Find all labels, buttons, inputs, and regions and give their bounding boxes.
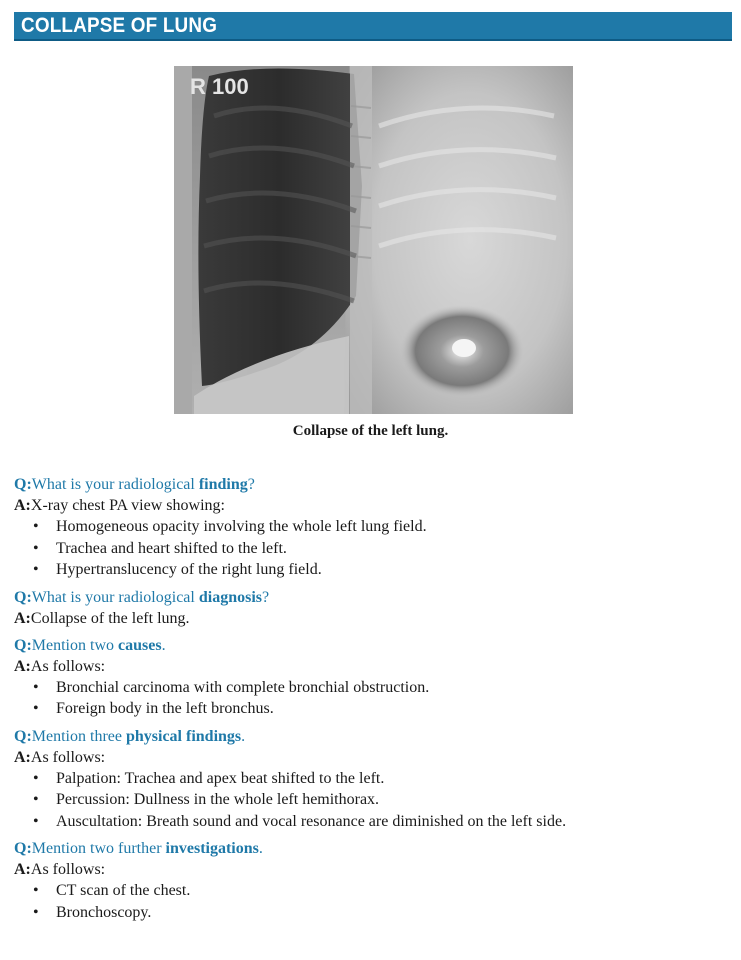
question: Q:Mention two causes. [14, 636, 166, 654]
qa-block [14, 838, 734, 923]
qa-block [14, 635, 734, 720]
answer-list [14, 516, 734, 581]
list-item: • CT scan of the chest. [33, 882, 191, 899]
qa-section [14, 474, 734, 929]
answer: A:Collapse of the left lung. [14, 609, 190, 627]
chest-xray-image [174, 66, 573, 414]
list-item: • Palpation: Trachea and apex beat shifted to the left. [33, 769, 385, 787]
question: Q:Mention three physical findings. [14, 727, 246, 745]
list-item: • Auscultation: Breath sound and vocal resonance are diminished on the left side. [33, 812, 567, 830]
answer-list [14, 677, 734, 720]
answer: A:As follows: [14, 748, 106, 766]
question: Q:What is your radiological diagnosis? [14, 588, 270, 606]
list-item: • Foreign body in the left bronchus. [33, 700, 274, 717]
qa-block [14, 587, 734, 629]
answer: A:As follows: [14, 861, 106, 878]
list-item: • Percussion: Dullness in the whole left hemithorax. [33, 791, 380, 808]
figure-caption: Collapse of the left lung. [292, 423, 449, 439]
xray-marker-text: R 100 [190, 74, 249, 99]
section-title: COLLAPSE OF LUNG [21, 14, 218, 37]
qa-block [14, 474, 734, 581]
qa-block [14, 726, 734, 833]
list-item: • Trachea and heart shifted to the left. [33, 539, 287, 557]
list-item: • Bronchial carcinoma with complete bronchial obstruction. [33, 678, 430, 696]
answer: A:X-ray chest PA view showing: [14, 497, 225, 514]
answer: A:As follows: [14, 657, 106, 675]
list-item: • Hypertranslucency of the right lung field. [33, 561, 322, 578]
question: Q:Mention two further investigations. [14, 840, 263, 857]
question: Q:What is your radiological finding? [14, 476, 255, 493]
answer-list [14, 880, 734, 923]
list-item: • Homogeneous opacity involving the whole left lung field. [33, 518, 427, 535]
section-banner [14, 12, 732, 41]
list-item: • Bronchoscopy. [33, 903, 152, 921]
xray-drawing [174, 66, 573, 414]
answer-list [14, 768, 734, 833]
